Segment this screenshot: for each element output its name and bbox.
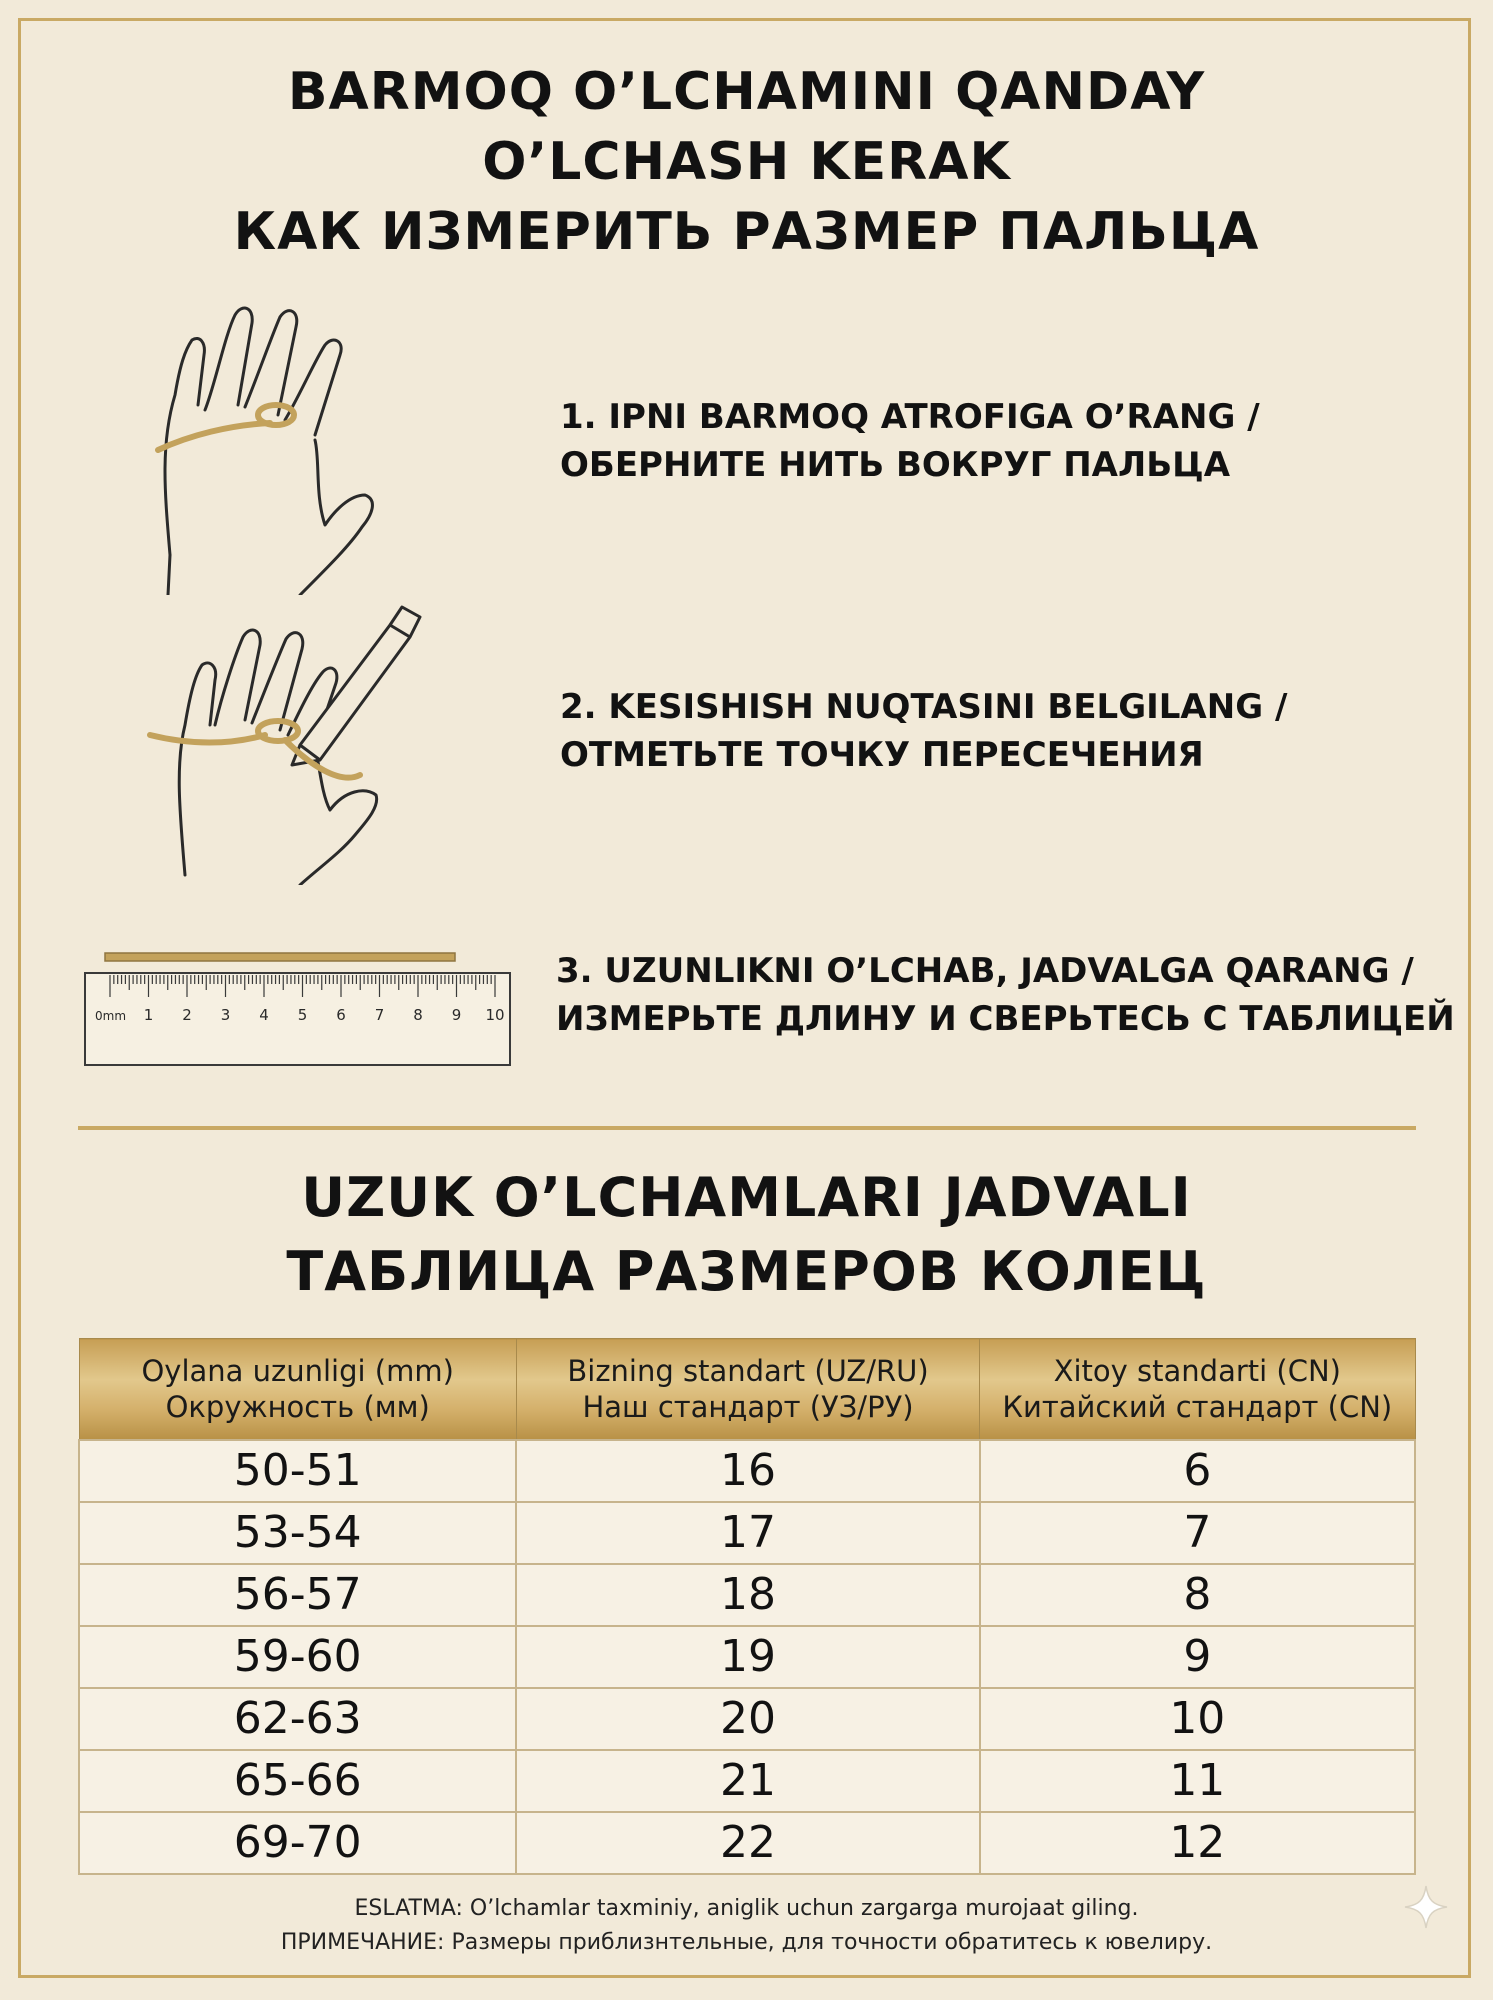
hand-pen-icon — [140, 595, 460, 885]
header-circumference-uz: Oylana uzunligi (mm) — [141, 1354, 454, 1388]
cell-our-size: 18 — [516, 1564, 979, 1626]
cell-cn-size: 6 — [980, 1440, 1415, 1502]
cell-cn-size: 7 — [980, 1502, 1415, 1564]
step-3-line-1: 3. UZUNLIKNI O’LCHAB, JADVALGA QARANG / — [556, 951, 1414, 991]
header-circumference-ru: Окружность (мм) — [165, 1390, 430, 1424]
header-our-standard — [516, 1339, 979, 1441]
cell-circumference: 62-63 — [79, 1688, 516, 1750]
cell-circumference: 65-66 — [79, 1750, 516, 1812]
cell-circumference: 56-57 — [79, 1564, 516, 1626]
ruler-label: 5 — [297, 1006, 308, 1024]
step-1-text — [560, 393, 1260, 489]
table-title-line-2: ТАБЛИЦА РАЗМЕРОВ КОЛЕЦ — [286, 1240, 1207, 1303]
header-circumference — [79, 1339, 516, 1441]
cell-circumference: 69-70 — [79, 1812, 516, 1874]
cell-our-size: 17 — [516, 1502, 979, 1564]
header-our-standard-uz: Bizning standart (UZ/RU) — [567, 1354, 929, 1388]
cell-circumference: 53-54 — [79, 1502, 516, 1564]
header-our-standard-ru: Наш стандарт (УЗ/РУ) — [582, 1390, 914, 1424]
cell-cn-size: 8 — [980, 1564, 1415, 1626]
page-title-line-2: O’LCHASH KERAK — [482, 132, 1011, 192]
cell-circumference: 59-60 — [79, 1626, 516, 1688]
cell-our-size: 19 — [516, 1626, 979, 1688]
header-china-standard-uz: Xitoy standarti (CN) — [1053, 1354, 1341, 1388]
table-row — [79, 1750, 1415, 1812]
table-row — [79, 1502, 1415, 1564]
ruler-label: 0mm — [95, 1009, 127, 1023]
section-divider — [78, 1126, 1416, 1130]
cell-our-size: 20 — [516, 1688, 979, 1750]
header-china-standard-ru: Китайский стандарт (CN) — [1002, 1390, 1393, 1424]
ruler-label: 6 — [336, 1006, 346, 1024]
cell-cn-size: 10 — [980, 1688, 1415, 1750]
note-uz: ESLATMA: O’lchamlar taxminiy, aniglik uchun zargarga murojaat giling. — [354, 1896, 1139, 1921]
step-3-text — [556, 947, 1455, 1043]
table-row — [79, 1440, 1415, 1502]
cell-our-size: 16 — [516, 1440, 979, 1502]
ruler-label: 7 — [374, 1006, 385, 1024]
step-1-line-1: 1. IPNI BARMOQ ATROFIGA O’RANG / — [560, 397, 1260, 437]
ruler-label: 3 — [220, 1006, 231, 1024]
ruler-label: 1 — [143, 1006, 154, 1024]
table-header-row — [79, 1339, 1415, 1441]
step-2-line-2: ОТМЕТЬТЕ ТОЧКУ ПЕРЕСЕЧЕНИЯ — [560, 735, 1204, 775]
note-ru: ПРИМЕЧАНИЕ: Размеры приблизнтельные, для точности обратитесь к ювелиру. — [280, 1930, 1213, 1955]
step-3-line-2: ИЗМЕРЬТЕ ДЛИНУ И СВЕРЬТЕСЬ С ТАБЛИЦЕЙ — [556, 999, 1455, 1039]
cell-cn-size: 12 — [980, 1812, 1415, 1874]
table-row — [79, 1812, 1415, 1874]
ruler-label: 2 — [182, 1006, 192, 1024]
header-china-standard — [980, 1339, 1415, 1441]
ruler-icon — [80, 945, 520, 1070]
table-row — [79, 1688, 1415, 1750]
cell-cn-size: 11 — [980, 1750, 1415, 1812]
step-2-line-1: 2. KESISHISH NUQTASINI BELGILANG / — [560, 687, 1288, 727]
ruler-label: 8 — [413, 1006, 423, 1024]
ruler-label: 9 — [451, 1006, 462, 1024]
hand-thread-icon — [150, 295, 450, 595]
cell-our-size: 21 — [516, 1750, 979, 1812]
page-title-line-3: КАК ИЗМЕРИТЬ РАЗМЕР ПАЛЬЦА — [233, 202, 1260, 262]
table-row — [79, 1626, 1415, 1688]
table-row — [79, 1564, 1415, 1626]
cell-cn-size: 9 — [980, 1626, 1415, 1688]
sparkle-icon — [1403, 1884, 1449, 1930]
cell-circumference: 50-51 — [79, 1440, 516, 1502]
ruler-label: 10 — [485, 1006, 505, 1024]
step-2-text — [560, 683, 1287, 779]
page-title-line-1: BARMOQ O’LCHAMINI QANDAY — [287, 62, 1206, 122]
ruler-label: 4 — [259, 1006, 269, 1024]
step-1-line-2: ОБЕРНИТЕ НИТЬ ВОКРУГ ПАЛЬЦА — [560, 445, 1231, 485]
ring-size-table — [78, 1338, 1416, 1875]
cell-our-size: 22 — [516, 1812, 979, 1874]
table-title-line-1: UZUK O’LCHAMLARI JADVALI — [301, 1166, 1192, 1229]
